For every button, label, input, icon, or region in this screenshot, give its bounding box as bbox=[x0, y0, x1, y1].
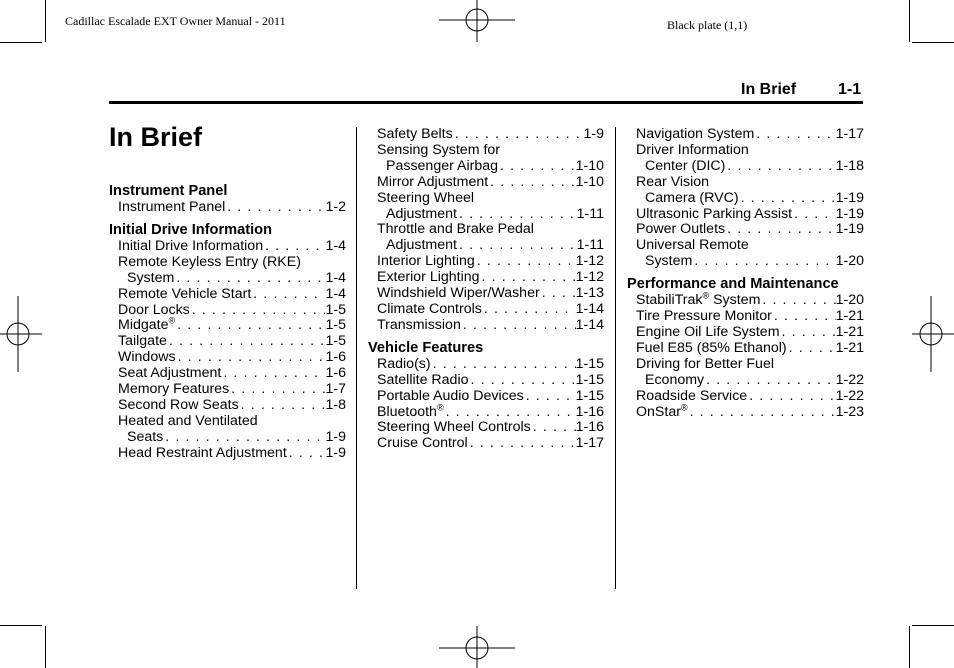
toc-page-number[interactable]: 1-21 bbox=[835, 308, 864, 325]
crop-mark bbox=[912, 42, 954, 43]
toc-entry-text: Climate Controls bbox=[377, 300, 482, 317]
toc-page-number[interactable]: 1-23 bbox=[835, 403, 864, 420]
dot-leader bbox=[453, 127, 584, 143]
toc-page-number[interactable]: 1-5 bbox=[325, 317, 346, 334]
toc-page-number[interactable]: 1-4 bbox=[325, 237, 346, 254]
toc-entry-label: Driving for Better Fuel bbox=[636, 355, 774, 372]
toc-page-number[interactable]: 1-6 bbox=[325, 349, 346, 366]
toc-entry[interactable] bbox=[368, 270, 604, 286]
column-divider bbox=[356, 127, 357, 589]
dot-leader bbox=[457, 238, 577, 254]
dot-leader bbox=[482, 302, 576, 318]
toc-entry-label bbox=[109, 239, 263, 255]
dot-leader bbox=[225, 200, 325, 216]
toc-entry-text: Seat Adjustment bbox=[118, 365, 222, 382]
dot-leader bbox=[780, 325, 836, 341]
toc-entry-text: Windshield Wiper/Washer bbox=[377, 285, 540, 302]
toc-page-number[interactable]: 1-16 bbox=[575, 419, 604, 436]
dot-leader bbox=[787, 341, 836, 357]
toc-entry-label: Heated and Ventilated bbox=[118, 412, 258, 429]
toc-entry-text: Seats bbox=[127, 428, 164, 445]
toc-entry-text: Windows bbox=[118, 349, 176, 366]
dot-leader bbox=[739, 191, 836, 207]
dot-leader bbox=[174, 271, 325, 287]
toc-page-number[interactable]: 1-20 bbox=[835, 253, 864, 270]
toc-entry-text: Second Row Seats bbox=[118, 396, 239, 413]
plate-slug: Black plate (1,1) bbox=[667, 18, 748, 32]
registered-mark: ® bbox=[436, 401, 444, 412]
toc-page-number[interactable]: 1-17 bbox=[835, 126, 864, 142]
toc-page-number[interactable]: 1-9 bbox=[325, 428, 346, 445]
toc-page-number[interactable]: 1-16 bbox=[575, 403, 604, 420]
toc-page-number[interactable]: 1-21 bbox=[835, 323, 864, 340]
toc-entry-text: Fuel E85 (85% Ethanol) bbox=[636, 339, 787, 356]
dot-leader bbox=[488, 175, 575, 191]
toc-entry[interactable] bbox=[368, 302, 604, 318]
toc-entry-line bbox=[368, 191, 604, 207]
toc-page-number[interactable]: 1-14 bbox=[575, 316, 604, 333]
registration-mark-icon bbox=[0, 296, 42, 372]
toc-entry-text: Head Restraint Adjustment bbox=[118, 444, 287, 461]
toc-entry-text: System bbox=[127, 269, 175, 286]
dot-leader bbox=[475, 254, 576, 270]
toc-entry-label: Remote Keyless Entry (RKE) bbox=[118, 253, 301, 270]
toc-entry-label bbox=[627, 222, 725, 238]
toc-entry-line bbox=[627, 238, 864, 254]
toc-entry[interactable] bbox=[109, 382, 346, 398]
toc-entry[interactable] bbox=[368, 357, 604, 373]
toc-entry[interactable] bbox=[368, 318, 604, 334]
toc-entry-text: Mirror Adjustment bbox=[377, 173, 489, 190]
toc-entry-text: Interior Lighting bbox=[377, 253, 475, 270]
toc-entry[interactable] bbox=[109, 315, 346, 334]
dot-leader bbox=[469, 373, 576, 389]
toc-entry-label bbox=[109, 446, 287, 462]
toc-entry-text: Instrument Panel bbox=[118, 199, 226, 215]
dot-leader bbox=[461, 318, 576, 334]
dot-leader bbox=[263, 239, 325, 255]
crop-mark bbox=[912, 625, 954, 626]
toc-entry[interactable] bbox=[368, 436, 604, 452]
toc-entry-label bbox=[368, 357, 431, 373]
dot-leader bbox=[176, 350, 326, 366]
toc-entry-label bbox=[368, 318, 461, 334]
toc-entry[interactable] bbox=[109, 334, 346, 350]
toc-page-number[interactable]: 1-19 bbox=[835, 205, 864, 222]
toc-entry-label bbox=[368, 286, 540, 302]
toc-page-number[interactable]: 1-22 bbox=[835, 371, 864, 388]
toc-entry-line bbox=[109, 414, 346, 430]
toc-page-number[interactable]: 1-4 bbox=[325, 269, 346, 286]
chapter-title: In Brief bbox=[109, 122, 203, 152]
toc-entry-line bbox=[368, 143, 604, 159]
toc-page-number[interactable]: 1-19 bbox=[835, 221, 864, 238]
toc-entry-text: Safety Belts bbox=[377, 126, 453, 142]
toc-column-3 bbox=[627, 127, 864, 420]
toc-entry-label: Driver Information bbox=[636, 141, 749, 158]
manual-title-slug: Cadillac Escalade EXT Owner Manual - 2011 bbox=[65, 14, 286, 28]
toc-entry[interactable] bbox=[368, 127, 604, 143]
dot-leader bbox=[754, 127, 835, 143]
toc-entry-label bbox=[627, 401, 688, 421]
toc-entry-text: Camera (RVC) bbox=[645, 189, 739, 206]
toc-page-number[interactable]: 1-5 bbox=[325, 301, 346, 318]
toc-entry-label bbox=[627, 159, 725, 175]
registration-mark-icon bbox=[912, 296, 954, 372]
toc-page-number[interactable]: 1-14 bbox=[575, 300, 604, 317]
toc-entry[interactable] bbox=[368, 286, 604, 302]
toc-entry-label bbox=[109, 315, 176, 334]
toc-entry-label bbox=[368, 420, 531, 436]
toc-entry-text: Steering Wheel Controls bbox=[377, 419, 531, 436]
toc-entry[interactable] bbox=[109, 287, 346, 303]
dot-leader bbox=[760, 293, 835, 309]
toc-entry-text: Engine Oil Life System bbox=[636, 323, 780, 340]
toc-entry-text: System bbox=[645, 253, 693, 270]
toc-entry-label bbox=[368, 175, 488, 191]
toc-entry[interactable] bbox=[109, 239, 346, 255]
toc-entry[interactable] bbox=[368, 238, 604, 254]
toc-entry-label: Steering Wheel bbox=[377, 189, 474, 206]
toc-page-number[interactable]: 1-19 bbox=[835, 189, 864, 206]
running-head: In Brief bbox=[741, 81, 797, 98]
toc-page-number[interactable]: 1-18 bbox=[835, 157, 864, 174]
dot-leader bbox=[704, 373, 835, 389]
toc-entry[interactable] bbox=[627, 191, 864, 207]
toc-page-number[interactable]: 1-15 bbox=[575, 371, 604, 388]
toc-entry-text: Satellite Radio bbox=[377, 371, 469, 388]
toc-entry-text: Remote Vehicle Start bbox=[118, 285, 252, 302]
dot-leader bbox=[444, 405, 576, 421]
toc-entry[interactable] bbox=[627, 389, 864, 405]
toc-entry-text: Door Locks bbox=[118, 301, 190, 318]
dot-leader bbox=[524, 389, 576, 405]
toc-entry[interactable] bbox=[368, 401, 604, 421]
dot-leader bbox=[287, 446, 326, 462]
toc-entry[interactable] bbox=[368, 389, 604, 405]
toc-entry-label bbox=[109, 271, 174, 287]
toc-page-number[interactable]: 1-10 bbox=[575, 157, 604, 174]
toc-entry-label bbox=[368, 127, 453, 143]
toc-entry[interactable] bbox=[368, 254, 604, 270]
toc-entry-label: Throttle and Brake Pedal bbox=[377, 221, 534, 238]
dot-leader bbox=[498, 159, 576, 175]
toc-page-number[interactable]: 1-22 bbox=[835, 387, 864, 404]
toc-entry[interactable] bbox=[627, 309, 864, 325]
toc-entry-text: Ultrasonic Parking Assist bbox=[636, 205, 793, 222]
toc-entry-text: Transmission bbox=[377, 316, 461, 333]
section-heading: Vehicle Features bbox=[368, 339, 484, 356]
toc-entry-label bbox=[368, 159, 498, 175]
toc-entry-label bbox=[368, 389, 524, 405]
toc-page-number[interactable]: 1-7 bbox=[325, 381, 346, 398]
toc-page-number[interactable]: 1-10 bbox=[575, 173, 604, 190]
dot-leader bbox=[167, 334, 326, 350]
dot-leader bbox=[480, 270, 576, 286]
toc-entry[interactable] bbox=[368, 373, 604, 389]
toc-entry-label bbox=[627, 341, 787, 357]
toc-entry-text-suffix: System bbox=[709, 292, 761, 309]
dot-leader bbox=[468, 436, 576, 452]
dot-leader bbox=[688, 405, 836, 421]
toc-entry[interactable] bbox=[627, 373, 864, 389]
toc-entry-text: Tire Pressure Monitor bbox=[636, 308, 772, 325]
dot-leader bbox=[175, 318, 325, 334]
dot-leader bbox=[221, 366, 325, 382]
toc-page-number[interactable]: 1-4 bbox=[325, 285, 346, 302]
page-number: 1-1 bbox=[838, 81, 862, 98]
toc-entry-line bbox=[627, 143, 864, 159]
crop-mark bbox=[0, 625, 42, 626]
crop-mark bbox=[909, 0, 910, 42]
toc-page-number[interactable]: 1-9 bbox=[583, 126, 604, 142]
toc-entry-text: Adjustment bbox=[386, 205, 457, 222]
toc-entry-label bbox=[109, 334, 167, 350]
toc-entry[interactable] bbox=[627, 159, 864, 175]
toc-entry-label bbox=[627, 290, 761, 309]
toc-entry-text: Tailgate bbox=[118, 333, 167, 350]
registered-mark: ® bbox=[702, 290, 710, 301]
toc-page-number[interactable]: 1-15 bbox=[575, 387, 604, 404]
toc-entry-text: Cruise Control bbox=[377, 435, 468, 452]
toc-entry-label: Sensing System for bbox=[377, 141, 501, 158]
dot-leader bbox=[229, 382, 325, 398]
toc-entry[interactable] bbox=[109, 446, 346, 462]
toc-page-number[interactable]: 1-11 bbox=[576, 205, 604, 222]
toc-entry-text: Power Outlets bbox=[636, 221, 726, 238]
toc-entry[interactable] bbox=[109, 271, 346, 287]
toc-entry[interactable] bbox=[368, 159, 604, 175]
crop-mark bbox=[0, 42, 42, 43]
toc-entry-label bbox=[627, 309, 772, 325]
toc-entry-label: Rear Vision bbox=[636, 173, 710, 190]
toc-page-number[interactable]: 1-17 bbox=[575, 435, 604, 452]
registration-mark-icon bbox=[439, 626, 515, 668]
toc-entry-label bbox=[109, 382, 229, 398]
toc-entry-text: Bluetooth bbox=[377, 403, 437, 420]
toc-entry[interactable] bbox=[627, 254, 864, 270]
toc-entry-label bbox=[627, 254, 692, 270]
dot-leader bbox=[531, 420, 576, 436]
dot-leader bbox=[239, 398, 326, 414]
toc-entry-label bbox=[368, 207, 457, 223]
toc-entry-text: Midgate bbox=[118, 317, 169, 334]
toc-entry-label bbox=[368, 373, 469, 389]
toc-column-1 bbox=[109, 182, 346, 462]
toc-entry-text: Exterior Lighting bbox=[377, 269, 480, 286]
toc-entry-line bbox=[627, 175, 864, 191]
toc-entry-label bbox=[109, 287, 251, 303]
toc-entry[interactable] bbox=[627, 207, 864, 223]
dot-leader bbox=[431, 357, 576, 373]
dot-leader bbox=[692, 254, 835, 270]
section-heading: Initial Drive Information bbox=[109, 221, 272, 238]
toc-entry-text: Navigation System bbox=[636, 126, 755, 142]
toc-entry-text: Initial Drive Information bbox=[118, 237, 264, 254]
dot-leader bbox=[725, 222, 835, 238]
toc-entry-text: Portable Audio Devices bbox=[377, 387, 524, 404]
toc-entry-text: Passenger Airbag bbox=[386, 157, 498, 174]
toc-entry-text: Center (DIC) bbox=[645, 157, 726, 174]
dot-leader bbox=[190, 303, 326, 319]
crop-mark bbox=[909, 626, 910, 668]
toc-entry[interactable] bbox=[627, 401, 864, 421]
header-rule bbox=[109, 101, 863, 104]
toc-entry[interactable] bbox=[109, 200, 346, 216]
column-divider bbox=[615, 127, 616, 589]
toc-entry-label bbox=[368, 401, 444, 421]
toc-entry-label bbox=[368, 254, 475, 270]
dot-leader bbox=[772, 309, 836, 325]
toc-entry[interactable] bbox=[109, 350, 346, 366]
toc-entry[interactable] bbox=[627, 290, 864, 309]
crop-mark bbox=[45, 626, 46, 668]
toc-entry-label bbox=[368, 238, 457, 254]
toc-entry-line bbox=[368, 222, 604, 238]
toc-entry-text: Economy bbox=[645, 371, 705, 388]
toc-entry[interactable] bbox=[627, 341, 864, 357]
toc-entry-label bbox=[109, 350, 176, 366]
toc-entry-label bbox=[627, 127, 754, 143]
toc-entry[interactable] bbox=[368, 175, 604, 191]
toc-entry-text: OnStar bbox=[636, 403, 681, 420]
toc-entry[interactable] bbox=[368, 420, 604, 436]
toc-entry-label: Universal Remote bbox=[636, 237, 749, 254]
toc-entry-label bbox=[368, 436, 468, 452]
toc-entry-label bbox=[109, 398, 239, 414]
toc-page-number[interactable]: 1-12 bbox=[575, 253, 604, 270]
dot-leader bbox=[163, 430, 325, 446]
toc-page-number[interactable]: 1-5 bbox=[325, 333, 346, 350]
toc-column-2 bbox=[368, 127, 604, 452]
toc-page-number[interactable]: 1-11 bbox=[576, 237, 604, 254]
registration-mark-icon bbox=[439, 0, 515, 42]
toc-page-number[interactable]: 1-21 bbox=[835, 339, 864, 356]
dot-leader bbox=[540, 286, 576, 302]
toc-page-number[interactable]: 1-9 bbox=[325, 444, 346, 461]
dot-leader bbox=[725, 159, 835, 175]
dot-leader bbox=[747, 389, 835, 405]
toc-entry[interactable] bbox=[627, 325, 864, 341]
dot-leader bbox=[457, 207, 577, 223]
registered-mark: ® bbox=[168, 315, 176, 326]
toc-entry-text: Radio(s) bbox=[377, 355, 431, 372]
toc-entry-label bbox=[627, 325, 780, 341]
toc-entry-text: Memory Features bbox=[118, 381, 230, 398]
section-heading: Performance and Maintenance bbox=[627, 276, 839, 293]
toc-page-number[interactable]: 1-6 bbox=[325, 365, 346, 382]
toc-entry-text: Adjustment bbox=[386, 237, 457, 254]
toc-entry[interactable] bbox=[109, 398, 346, 414]
toc-entry-label bbox=[109, 200, 225, 216]
crop-mark bbox=[45, 0, 46, 42]
section-heading: Instrument Panel bbox=[109, 183, 228, 199]
toc-entry[interactable] bbox=[109, 366, 346, 382]
toc-page-number[interactable]: 1-12 bbox=[575, 269, 604, 286]
toc-entry[interactable] bbox=[627, 222, 864, 238]
toc-entry[interactable] bbox=[109, 430, 346, 446]
toc-entry-label bbox=[109, 430, 163, 446]
dot-leader bbox=[251, 287, 325, 303]
dot-leader bbox=[792, 207, 835, 223]
toc-entry[interactable] bbox=[627, 127, 864, 143]
registered-mark: ® bbox=[680, 401, 688, 412]
toc-entry-label bbox=[368, 270, 480, 286]
toc-page-number[interactable]: 1-15 bbox=[575, 355, 604, 372]
toc-page-number[interactable]: 1-20 bbox=[835, 292, 864, 309]
toc-page-number[interactable]: 1-13 bbox=[575, 285, 604, 302]
toc-entry-line bbox=[627, 357, 864, 373]
toc-entry-text: Roadside Service bbox=[636, 387, 748, 404]
toc-entry[interactable] bbox=[368, 207, 604, 223]
toc-entry-label bbox=[627, 207, 792, 223]
toc-entry-text: StabiliTrak bbox=[636, 292, 703, 309]
toc-entry-label bbox=[368, 302, 482, 318]
toc-entry-label bbox=[627, 373, 704, 389]
toc-entry-line bbox=[109, 255, 346, 271]
toc-entry-label bbox=[627, 191, 739, 207]
toc-page-number[interactable]: 1-2 bbox=[325, 199, 346, 215]
toc-page-number[interactable]: 1-8 bbox=[325, 396, 346, 413]
toc-entry-label bbox=[109, 366, 221, 382]
